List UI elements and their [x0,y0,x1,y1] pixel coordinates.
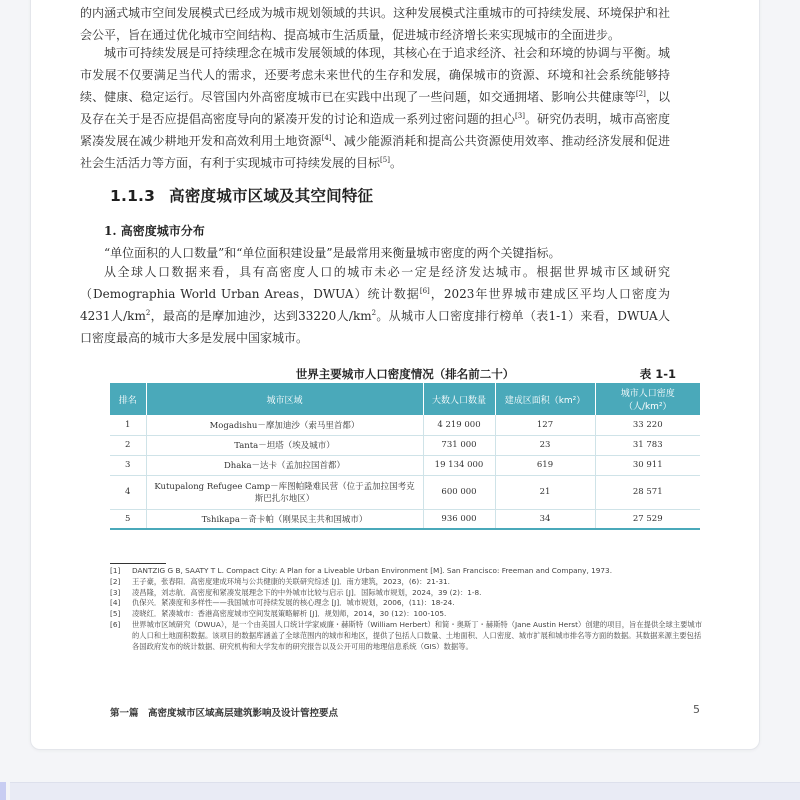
footnote-tag: [3] [110,587,121,597]
paragraph-text: “单位面积的人口数量”和“单位面积建设量”是最常用来衡量城市密度的两个关键指标。 [104,246,561,260]
table-cell: 4 219 000 [423,415,495,435]
footnote-text: 凌昌隆，刘志航．高密度和紧凑发展理念下的中外城市比较与启示 [J]．国际城市规划，2024，39 (2)：1-8. [132,587,482,597]
table-caption-text: 世界主要城市人口密度情况（排名前二十） [295,367,515,381]
footnote-item [110,566,702,577]
section-title: 高密度城市区域及其空间特征 [169,187,374,205]
table-cell: Kutupalong Refugee Camp－库图帕隆难民营（位于孟加拉国考克斯巴扎尔地区） [146,475,423,509]
table-cell: 30 911 [595,455,700,475]
next-page-edge [10,782,800,800]
footnote-item [110,620,702,652]
footnote-text: 凌晓红．紧凑城市：香港高密度城市空间发展策略解析 [J]．规划师，2014，30 (12)：100-105. [132,609,447,619]
table-header-cell: 城市区域 [146,383,423,415]
footnote-divider [110,563,166,564]
table-cell: 3 [110,455,146,475]
section-heading [110,184,700,206]
table-cell: 31 783 [595,435,700,455]
footnote-text: 世界城市区域研究（DWUA），是一个由美国人口统计学家威廉・赫斯特（William Herbert）和简・奥斯丁・赫斯特（Jane Austin Herst）创建的项目，旨在提供全球主要城市的人口和土地面积数据。该项目的数据库涵盖了全球范围内的城市和地区，提供了包括人口数量、土地面积、人口密度、城市扩展和城市排名等方面的数据。其数据来源主要包括各国政府发布的统计数据、研究机构和大学发布的研究报告以及公开可用的地理信息系统（GIS）数据等。 [132,619,702,651]
table-cell: 33 220 [595,415,700,435]
table-header-row [110,383,700,415]
paragraph-text: 。 [389,156,402,170]
footnote-text: 仇保兴．紧凑度和多样性——我国城市可持续发展的核心理念 [J]．城市规划，2006，(11)：18-24. [132,598,455,608]
paragraph-text: 从全球人口数据来看，具有高密度人口的城市未必一定是经济发达城市。根据世界城市区域研究（Demographia World Urban Areas，DWUA）统计数据 [80,265,670,301]
table-cell: 936 000 [423,509,495,529]
table-cell: 127 [495,415,595,435]
table-row [110,455,700,475]
table-cell: 4 [110,475,146,509]
table-cell: 600 000 [423,475,495,509]
footnote-text: DANTZIG G B, SAATY T L. Compact City: A Plan for a Liveable Urban Environment [M]. San Francisco: Freeman and Company, 1973. [132,566,613,575]
table-container [110,383,700,530]
footnote-item [110,577,702,588]
footnote-item [110,588,702,599]
citation-ref[interactable]: [6] [419,287,430,295]
density-table [110,383,700,530]
footnote-tag: [1] [110,566,121,575]
subsection-heading [80,222,670,239]
page-number: 5 [693,703,700,716]
table-cell: Tshikapa－奇卡帕（刚果民主共和国城市） [146,509,423,529]
footnote-tag: [4] [110,598,121,608]
paragraph-text: ，2023年世界城市建成区平均人口密度为4231人/km [80,287,671,323]
table-header-cell: 排名 [110,383,146,415]
table-cell: 1 [110,415,146,435]
table-cell: 619 [495,455,595,475]
citation-ref[interactable]: [4] [321,134,332,142]
paragraph-text: 、减少能源消耗和提高公共资源使用效率、推动经济发展和促进社会生活活力等方面，有利于实现城市可持续发展的目标 [80,134,670,170]
subsection-title: 1. 高密度城市分布 [104,224,205,238]
table-cell: 34 [495,509,595,529]
table-cell: 27 529 [595,509,700,529]
table-row [110,475,700,509]
citation-ref[interactable]: [3] [515,112,525,120]
paragraph-text: 的内涵式城市空间发展模式已经成为城市规划领域的共识。这种发展模式注重城市的可持续发展、环境保护和社会公平，旨在通过优化城市空间结构、提高城市生活质量，促进城市经济增长来实现城市的全面进步。 [80,6,670,42]
body-paragraph-1 [80,2,670,46]
superscript: 2 [371,309,377,317]
paragraph-text: 。研究仍表明，城市高密度紧凑发展在减少耕地开发和高效利用土地资源 [80,112,670,148]
table-cell: Dhaka－达卡（孟加拉国首都） [146,455,423,475]
table-row [110,509,700,529]
body-paragraph-2 [80,42,670,174]
next-page-marker [0,782,6,800]
section-number: 1.1.3 [110,187,156,205]
table-number: 表 1-1 [639,367,676,381]
table-caption [110,366,700,382]
table-cell: 21 [495,475,595,509]
paragraph-text: 城市可持续发展是可持续理念在城市发展领域的体现，其核心在于追求经济、社会和环境的协调与平衡。城市发展不仅要满足当代人的需求，还要考虑未来世代的生存和发展，确保城市的资源、环境和社会系统能够持续、健康、稳定运行。尽管国内外高密度城市已在实践中出现了一些问题，如交通拥堵、影响公共健康等 [80,46,670,104]
footnote-item [110,609,702,620]
body-paragraph-4 [80,261,670,349]
running-footer: 第一篇 高密度城市区域高层建筑影响及设计管控要点 [110,708,339,719]
citation-ref[interactable]: [5] [380,156,390,164]
paragraph-text: ，以及存在关于是否应提倡高密度导向的紧凑开发的讨论和造成一系列过密问题的担心 [80,90,670,126]
table-row [110,435,700,455]
paragraph-text: 。从城市人口密度排行榜单（表1-1）来看，DWUA人口密度最高的城市大多是发展中国家城市。 [80,309,670,345]
table-header-cell: 城市人口密度（人/km²） [595,383,700,415]
table-row [110,415,700,435]
citation-ref[interactable]: [2] [635,90,646,98]
table-cell: 2 [110,435,146,455]
superscript: 2 [145,309,151,317]
table-cell: 731 000 [423,435,495,455]
table-cell: Tanta－坦塔（埃及城市） [146,435,423,455]
table-cell: 23 [495,435,595,455]
table-cell: 19 134 000 [423,455,495,475]
footnote-tag: [6] [110,619,121,629]
table-cell: 28 571 [595,475,700,509]
table-header-cell: 建成区面积（km²） [495,383,595,415]
table-cell: 5 [110,509,146,529]
table-cell: Mogadishu－摩加迪沙（索马里首都） [146,415,423,435]
footnotes [110,566,702,652]
footnote-tag: [2] [110,576,121,586]
footnote-item [110,598,702,609]
footnote-tag: [5] [110,609,121,619]
paragraph-text: ，最高的是摩加迪沙，达到33220人/km [150,309,372,323]
footnote-text: 王子豪，张春阳．高密度建成环境与公共健康的关联研究综述 [J]．南方建筑，2023，(6)：21-31. [132,576,450,586]
table-header-cell: 大数人口数量 [423,383,495,415]
